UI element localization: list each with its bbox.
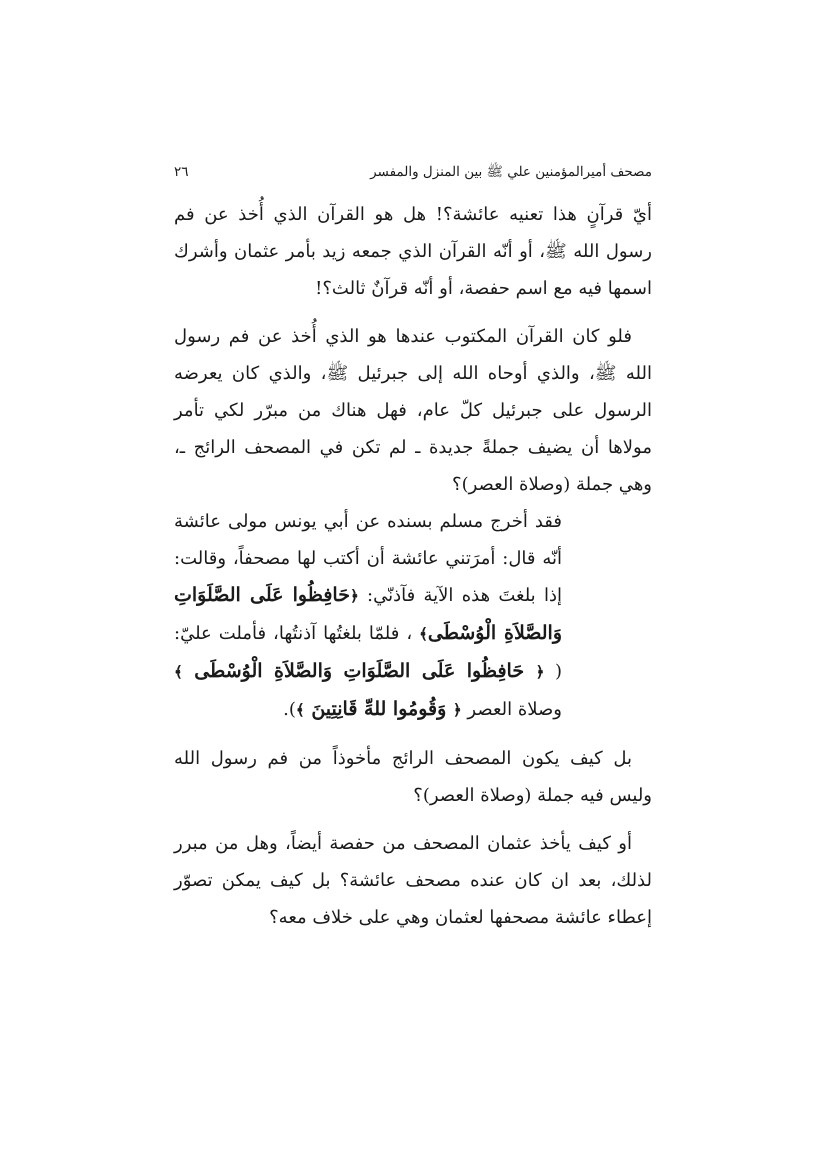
verse-3-text: وَقُومُوا للهِّ قَانِتِينَ [304, 698, 453, 720]
hadith-mid: ، فلمّا بلغتُها آذنتُها، فأملت عليّ: ( [174, 623, 562, 682]
page-body [174, 196, 652, 936]
running-title: مصحف أميرالمؤمنين علي ﷺ بين المنزل والمفسر [370, 164, 652, 180]
verse-bracket-open-icon: ﴿ [349, 587, 359, 605]
paragraph-3: بل كيف يكون المصحف الرائج مأخوذاً من فم رسول الله وليس فيه جملة (وصلاة العصر)؟ [174, 748, 652, 806]
verse-bracket-open-icon: ﴿ [452, 701, 462, 719]
paragraph-2: فلو كان القرآن المكتوب عندها هو الذي أُخذ عن فم رسول الله ﷺ، والذي أوحاه الله إلى جبرئيل ﷺ، والذي كان يعرضه الرسول على جبرئيل كلّ عام، فهل هناك من مبرّر لكي تأمر مولاها أن يضيف جملةً جديدة ـ لم تكن في المصحف الرائج ـ، وهي جملة (وصلاة العصر)؟ [174, 326, 652, 495]
verse-bracket-close-icon: ﴾ [295, 701, 305, 719]
page-header [174, 162, 652, 182]
verse-1-text: حَافِظُوا عَلَى الصَّلَوَاتِ وَالصَّلاَةِ الْوُسْطَى [174, 584, 563, 644]
verse-bracket-close-icon: ﴾ [174, 663, 183, 681]
hadith-mid-2: وصلاة العصر [461, 699, 562, 720]
page-number: ٢٦ [174, 164, 189, 180]
hadith-quote [174, 503, 652, 729]
hadith-intro: فقد أخرج مسلم بسنده عن أبي يونس مولى عائشة أنّه قال: أمرَتني عائشة أن أكتب لها مصحفاً، وقالت: إذا بلغتَ هذه الآية فآذنّي: [174, 511, 562, 606]
hadith-end: ). [283, 699, 296, 720]
quran-verse-3 [296, 698, 462, 720]
verse-bracket-open-icon: ﴿ [535, 663, 545, 681]
paragraph-4: أو كيف يأخذ عثمان المصحف من حفصة أيضاً، وهل من مبرر لذلك، بعد ان كان عنده مصحف عائشة؟ بل كيف يمكن تصوّر إعطاء عائشة مصحفها لعثمان وهي على خلاف معه؟ [174, 833, 652, 928]
quran-verse-2 [174, 660, 544, 682]
verse-2-text: حَافِظُوا عَلَى الصَّلَوَاتِ وَالصَّلاَةِ الْوُسْطَى [182, 660, 536, 682]
verse-bracket-close-icon: ﴾ [419, 625, 428, 643]
paragraph-1: أيّ قرآنٍ هذا تعنيه عائشة؟! هل هو القرآن الذي أُخذ عن فم رسول الله ﷺ، أو أنّه القرآن الذي جمعه زيد بأمر عثمان وأشرك اسمها فيه مع اسم حفصة، أو أنّه قرآنٌ ثالث؟! [174, 204, 652, 299]
